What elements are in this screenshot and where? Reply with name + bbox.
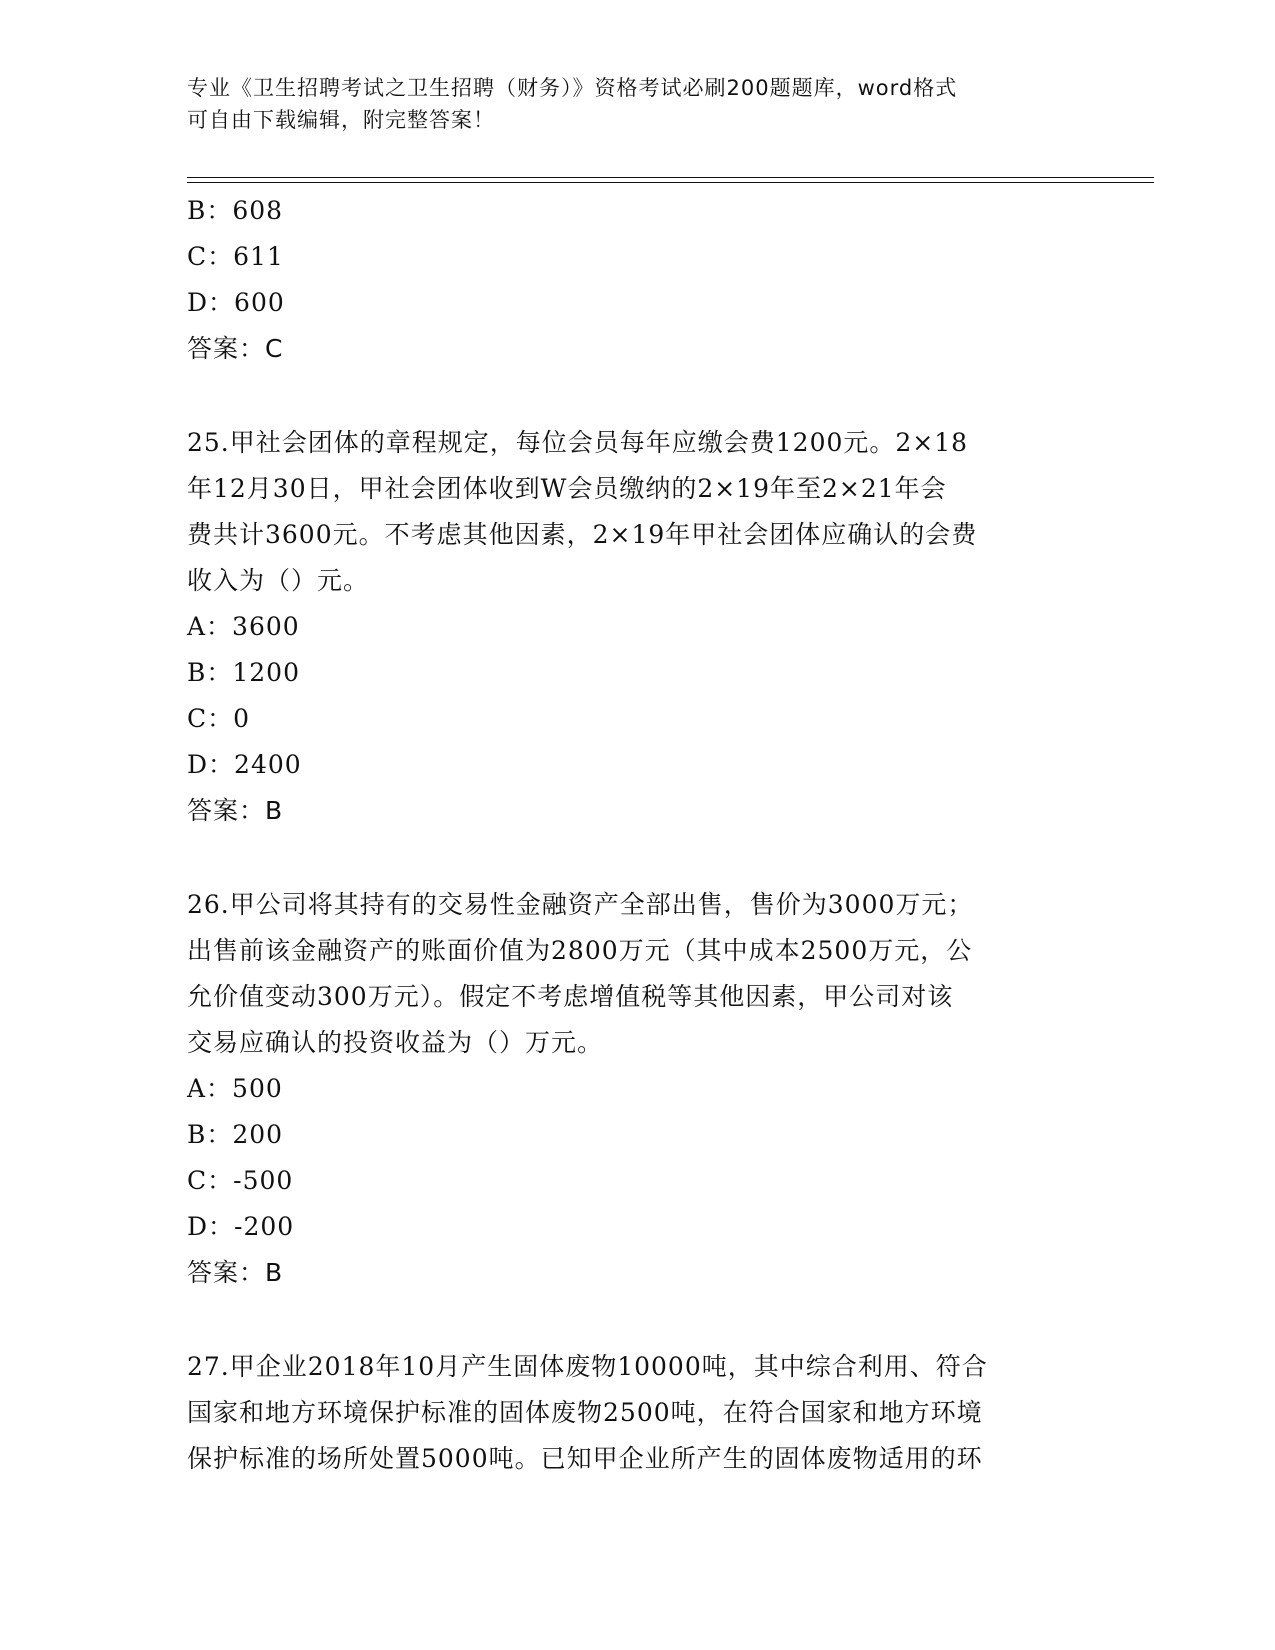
option-c: C：-500 [187,1166,294,1195]
option-c: C：0 [187,704,251,733]
question-text-line: 年12月30日，甲社会团体收到W会员缴纳的2×19年至2×21年会 [187,474,947,503]
option-a: A：3600 [187,612,300,641]
option-d: D：600 [187,288,285,317]
answer-line: 答案：B [187,1258,284,1287]
header-divider-thin [187,182,1154,183]
question-text-line: 25.甲社会团体的章程规定，每位会员每年应缴会费1200元。2×18 [187,428,969,457]
question-24-tail [187,188,1087,372]
question-text-line: 收入为（）元。 [187,566,370,595]
option-b: B：200 [187,1120,284,1149]
question-text-line: 允价值变动300万元）。假定不考虑增值税等其他因素，甲公司对该 [187,982,954,1011]
option-a: A：500 [187,1074,283,1103]
option-d: D：-200 [187,1212,295,1241]
document-body [187,188,1087,1482]
question-25 [187,420,1087,834]
option-b: B：608 [187,196,284,225]
answer-line: 答案：B [187,796,284,825]
option-b: B：1200 [187,658,300,687]
option-d: D：2400 [187,750,302,779]
header-line-2: 可自由下载编辑，附完整答案！ [187,108,495,132]
header-divider-thick [187,177,1154,178]
question-27 [187,1344,1087,1482]
question-text-line: 26.甲公司将其持有的交易性金融资产全部出售，售价为3000万元； [187,890,974,919]
question-text-line: 27.甲企业2018年10月产生固体废物10000吨，其中综合利用、符合 [187,1352,988,1381]
document-header [187,72,1067,136]
option-c: C：611 [187,242,284,271]
question-text-line: 交易应确认的投资收益为（）万元。 [187,1028,604,1057]
question-text-line: 出售前该金融资产的账面价值为2800万元（其中成本2500万元，公 [187,936,973,965]
question-text-line: 费共计3600元。不考虑其他因素，2×19年甲社会团体应确认的会费 [187,520,978,549]
question-26 [187,882,1087,1296]
question-text-line: 保护标准的场所处置5000吨。已知甲企业所产生的固体废物适用的环 [187,1444,983,1473]
answer-line: 答案：C [187,334,284,363]
question-text-line: 国家和地方环境保护标准的固体废物2500吨，在符合国家和地方环境 [187,1398,983,1427]
header-line-1: 专业《卫生招聘考试之卫生招聘（财务）》资格考试必刷200题题库，word格式 [187,76,958,100]
